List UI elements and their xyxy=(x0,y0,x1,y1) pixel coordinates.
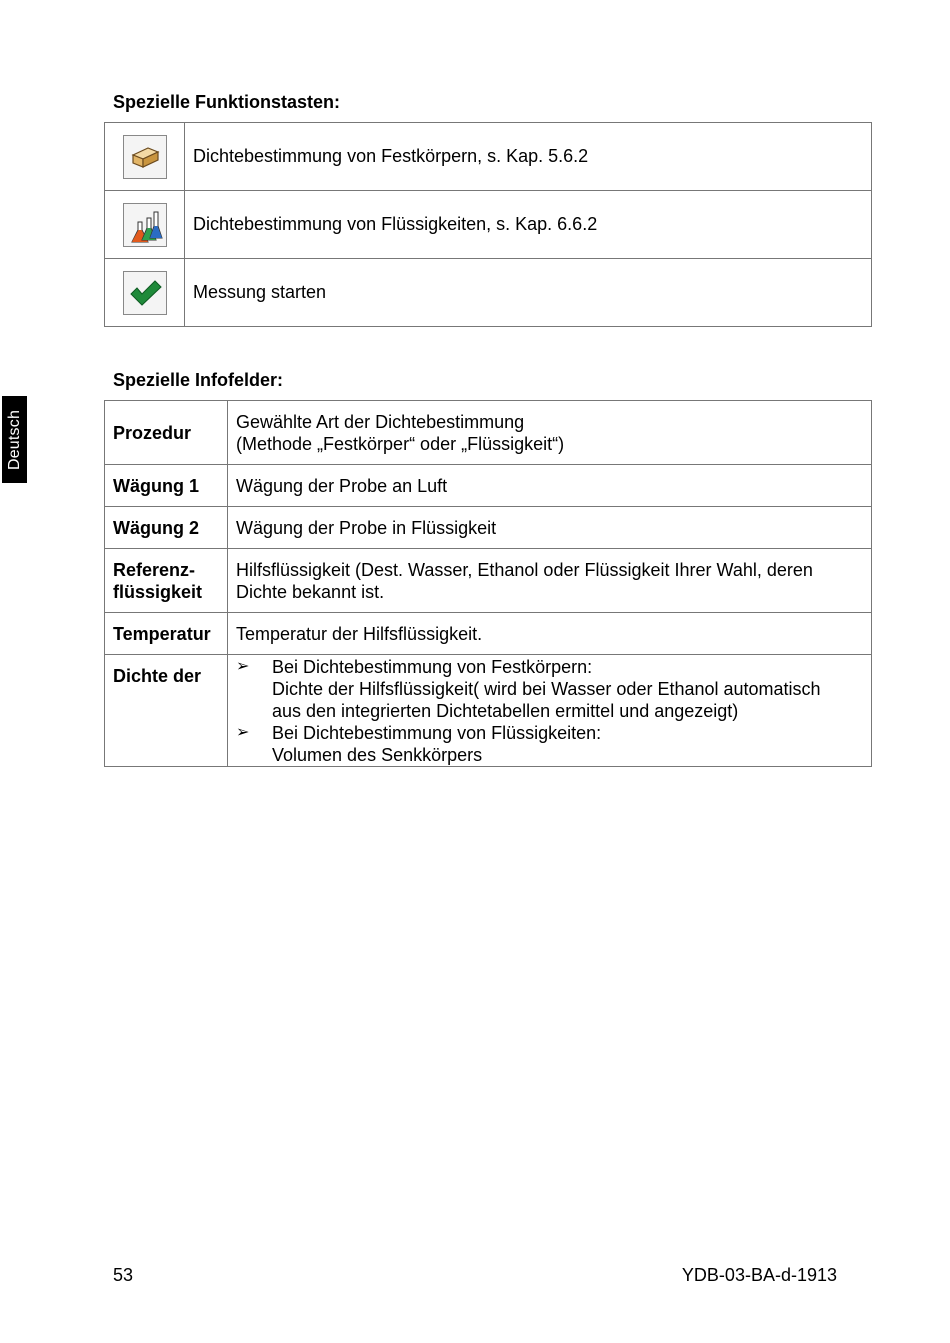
info-field-row xyxy=(105,655,872,767)
info-field-label: Prozedur xyxy=(105,401,228,465)
info-field-label: Temperatur xyxy=(105,613,228,655)
info-field-row xyxy=(105,401,872,465)
function-key-row xyxy=(105,191,872,259)
solid-block-icon[interactable] xyxy=(123,135,167,179)
info-field-row xyxy=(105,465,872,507)
bullet-list xyxy=(236,656,863,766)
bullet-line: Bei Dichtebestimmung von Flüssigkeiten: xyxy=(272,723,602,743)
checkmark-icon[interactable] xyxy=(123,271,167,315)
function-key-description: Dichtebestimmung von Festkörpern, s. Kap. 5.6.2 xyxy=(185,123,872,191)
info-field-row xyxy=(105,507,872,549)
label-line: Referenz- xyxy=(113,560,196,580)
description-line: (Methode „Festkörper“ oder „Flüssigkeit“) xyxy=(236,434,565,454)
function-key-description: Messung starten xyxy=(185,259,872,327)
bullet-item xyxy=(236,722,863,766)
function-key-icon-cell xyxy=(105,191,185,259)
function-key-row xyxy=(105,123,872,191)
bullet-item xyxy=(236,656,863,722)
bullet-line: Bei Dichtebestimmung von Festkörpern: xyxy=(272,657,593,677)
info-field-label: Wägung 1 xyxy=(105,465,228,507)
info-field-label: Wägung 2 xyxy=(105,507,228,549)
description-line: Hilfsflüssigkeit (Dest. Wasser, Ethanol oder Flüssigkeit Ihrer Wahl, deren xyxy=(236,560,813,580)
info-fields-table xyxy=(104,400,872,767)
info-fields-heading: Spezielle Infofelder: xyxy=(113,370,284,390)
language-tab xyxy=(2,396,27,483)
label-line: flüssigkeit xyxy=(113,582,203,602)
info-field-label xyxy=(105,549,228,613)
info-field-label: Dichte der xyxy=(105,655,228,767)
info-field-description: Temperatur der Hilfsflüssigkeit. xyxy=(228,613,872,655)
function-keys-heading: Spezielle Funktionstasten: xyxy=(113,92,341,112)
info-field-description xyxy=(228,655,872,767)
liquid-flasks-icon[interactable] xyxy=(123,203,167,247)
arrow-bullet-icon: ➢ xyxy=(236,658,250,675)
description-line: Dichte bekannt ist. xyxy=(236,582,385,602)
function-key-row xyxy=(105,259,872,327)
function-key-icon-cell xyxy=(105,123,185,191)
info-field-description xyxy=(228,549,872,613)
info-field-description: Wägung der Probe an Luft xyxy=(228,465,872,507)
bullet-line: Dichte der Hilfsflüssigkeit( wird bei Wasser oder Ethanol automatisch xyxy=(272,679,821,699)
function-keys-table xyxy=(104,122,872,327)
info-field-description: Wägung der Probe in Flüssigkeit xyxy=(228,507,872,549)
arrow-bullet-icon: ➢ xyxy=(236,724,250,741)
function-key-description: Dichtebestimmung von Flüssigkeiten, s. Kap. 6.6.2 xyxy=(185,191,872,259)
bullet-line: aus den integrierten Dichtetabellen ermittel und angezeigt) xyxy=(272,701,739,721)
info-field-row xyxy=(105,549,872,613)
document-code: YDB-03-BA-d-1913 xyxy=(681,1265,837,1285)
bullet-line: Volumen des Senkkörpers xyxy=(272,745,483,765)
info-field-description xyxy=(228,401,872,465)
description-line: Gewählte Art der Dichtebestimmung xyxy=(236,412,525,432)
language-tab-label: Deutsch xyxy=(5,409,23,470)
function-key-icon-cell xyxy=(105,259,185,327)
info-field-row xyxy=(105,613,872,655)
page-number: 53 xyxy=(113,1265,134,1285)
